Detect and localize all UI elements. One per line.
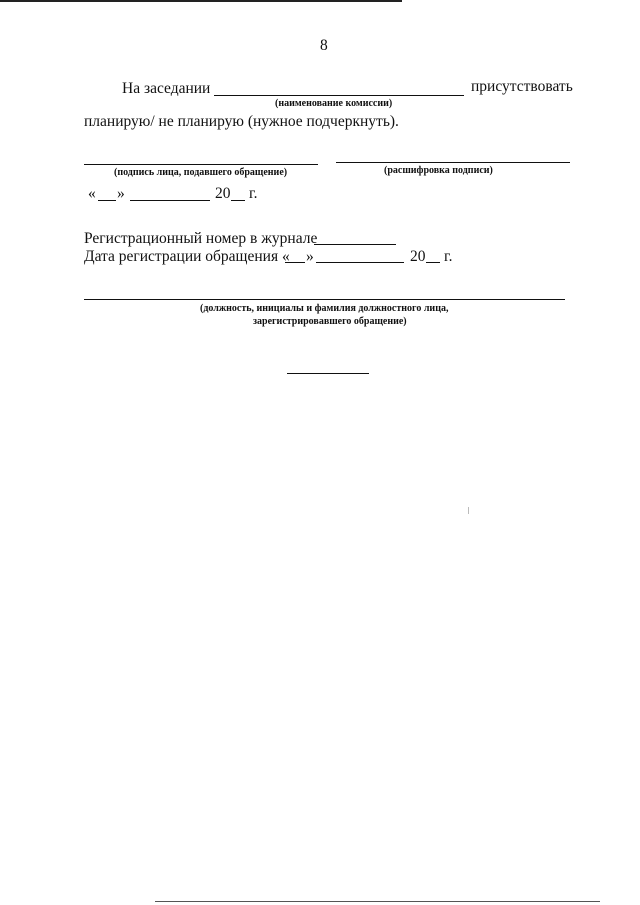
signature-date-open: «	[88, 185, 96, 202]
registration-month-field[interactable]	[316, 262, 404, 263]
signature-day-field[interactable]	[98, 200, 116, 201]
page-number: 8	[320, 37, 328, 54]
end-separator	[287, 373, 369, 374]
signer-caption: (подпись лица, подавшего обращение)	[114, 167, 288, 178]
official-caption-line1: (должность, инициалы и фамилия должностного лица,	[200, 303, 449, 314]
registration-year-prefix: 20	[410, 248, 426, 265]
registration-number-field[interactable]	[314, 244, 396, 245]
signature-month-field[interactable]	[130, 200, 210, 201]
official-field[interactable]	[84, 299, 565, 300]
scan-edge-bottom	[155, 901, 600, 902]
registration-date-label: Дата регистрации обращения «	[84, 248, 290, 265]
scan-edge-top	[0, 0, 402, 2]
commission-caption: (наименование комиссии)	[275, 98, 393, 109]
meeting-prefix: На заседании	[122, 80, 211, 97]
signature-year-prefix: 20	[215, 185, 231, 202]
signature-decode-field[interactable]	[336, 162, 570, 163]
scan-speck	[468, 507, 469, 514]
meeting-suffix: присутствовать	[471, 78, 573, 95]
decode-caption: (расшифровка подписи)	[384, 165, 493, 176]
plan-line: планирую/ не планирую (нужное подчеркнуть).	[84, 113, 399, 130]
registration-date-close: »	[306, 248, 314, 265]
official-caption-line2: зарегистрировавшего обращение)	[253, 316, 407, 327]
registration-day-field[interactable]	[285, 262, 305, 263]
registration-number-label: Регистрационный номер в журнале	[84, 230, 318, 247]
registration-year-suffix: г.	[444, 248, 453, 265]
signature-year-field[interactable]	[231, 200, 245, 201]
registration-year-field[interactable]	[426, 262, 440, 263]
signature-field[interactable]	[84, 164, 318, 165]
signature-date-close: »	[117, 185, 125, 202]
commission-name-field[interactable]	[214, 95, 464, 96]
signature-year-suffix: г.	[249, 185, 258, 202]
